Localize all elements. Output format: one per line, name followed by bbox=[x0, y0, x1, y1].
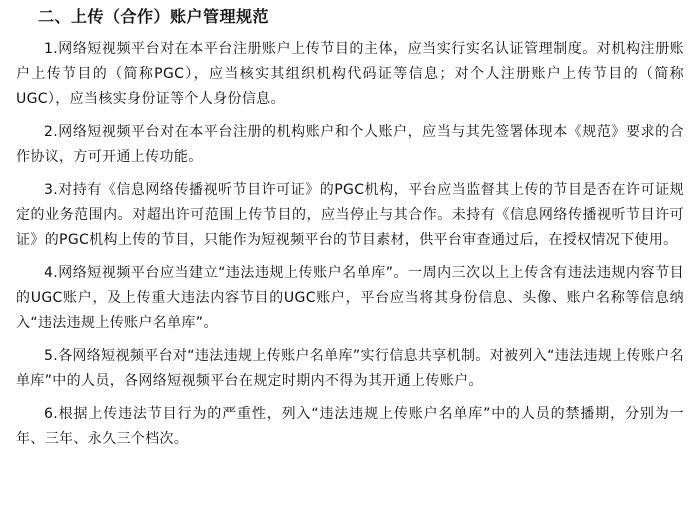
paragraph-6: 6.根据上传违法节目行为的严重性，列入“违法违规上传账户名单库”中的人员的禁播期，分别为一年、三年、永久三个档次。 bbox=[16, 406, 684, 447]
section-heading: 二、上传（合作）账户管理规范 bbox=[38, 7, 270, 26]
paragraph-1: 1.网络短视频平台对在本平台注册账户上传节目的主体，应当实行实名认证管理制度。对机构注册账户上传节目的（简称PGC），应当核实其组织机构代码证等信息；对个人注册账户上传节目的（简称UGC），应当核实身份证等个人身份信息。 bbox=[16, 41, 684, 107]
paragraph-5: 5.各网络短视频平台对“违法违规上传账户名单库”实行信息共享机制。对被列入“违法违规上传账户名单库”中的人员，各网络短视频平台在规定时期内不得为其开通上传账户。 bbox=[16, 348, 684, 389]
paragraph-2: 2.网络短视频平台对在本平台注册的机构账户和个人账户，应当与其先签署体现本《规范》要求的合作协议，方可开通上传功能。 bbox=[16, 124, 684, 165]
paragraph-3: 3.对持有《信息网络传播视听节目许可证》的PGC机构，平台应当监督其上传的节目是否在许可证规定的业务范围内。对超出许可范围上传节目的，应当停止与其合作。未持有《信息网络传播视听节目许可证》的PGC机构上传的节目，只能作为短视频平台的节目素材，供平台审查通过后，在授权情况下使用。 bbox=[16, 182, 684, 248]
paragraph-4: 4.网络短视频平台应当建立“违法违规上传账户名单库”。一周内三次以上上传含有违法违规内容节目的UGC账户，及上传重大违法内容节目的UGC账户，平台应当将其身份信息、头像、账户名称等信息纳入“违法违规上传账户名单库”。 bbox=[16, 265, 684, 331]
